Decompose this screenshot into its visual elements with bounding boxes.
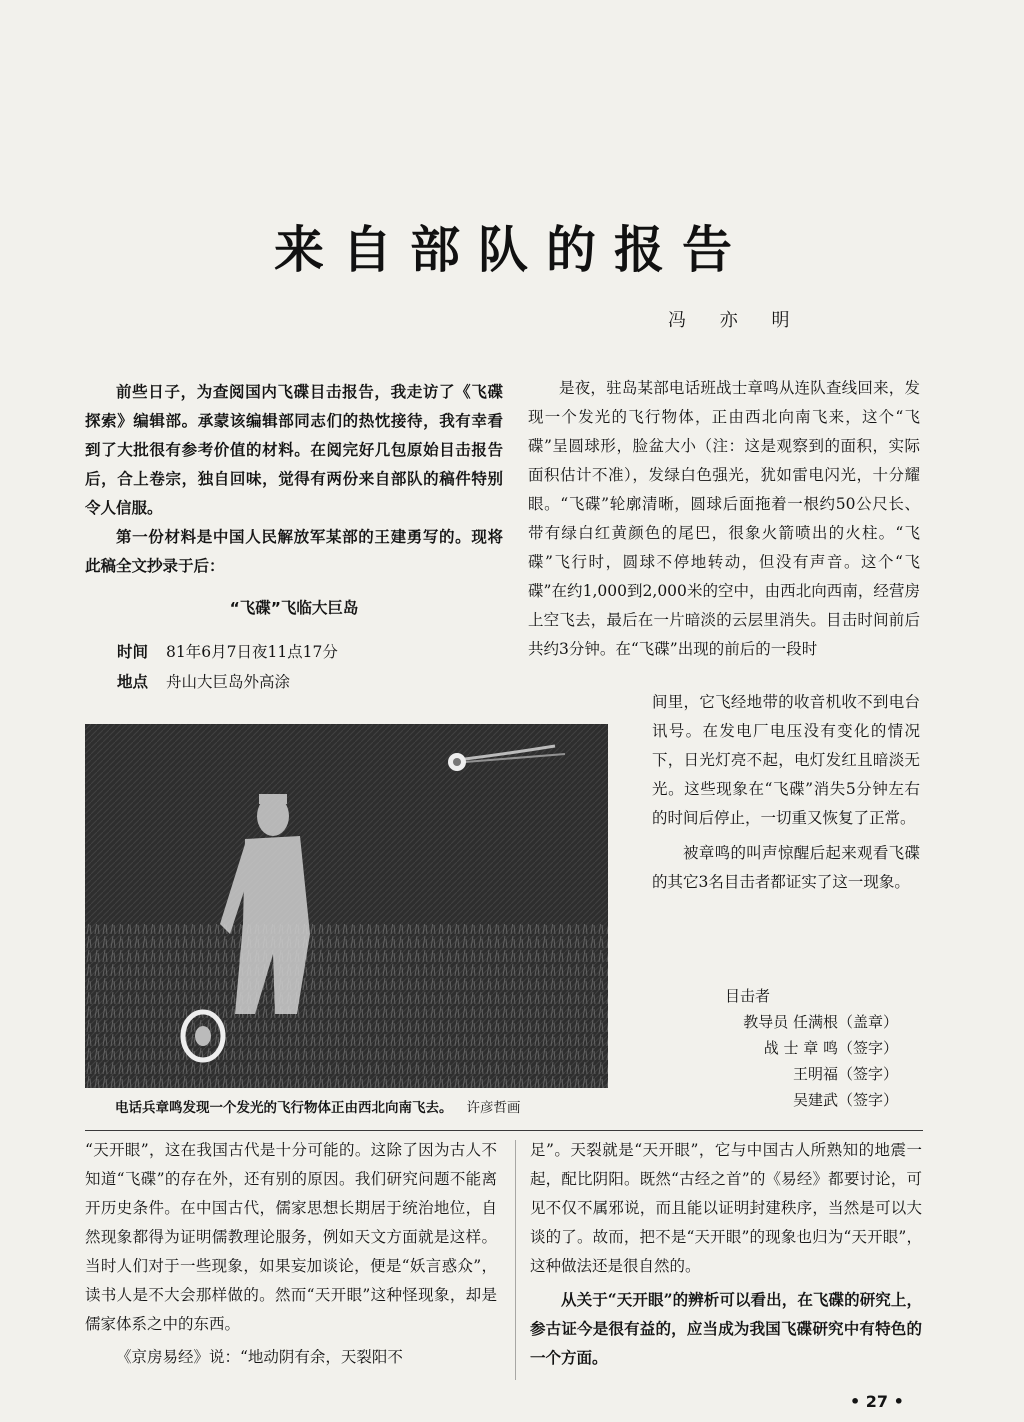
bottom-paragraph: 《京房易经》说：“地动阴有余，天裂阳不 — [116, 1348, 403, 1366]
place-label: 地点 — [117, 672, 149, 691]
article-title: 来自部队的报告 — [274, 221, 750, 279]
section-divider — [85, 1130, 923, 1131]
report-time — [117, 637, 503, 667]
figure-caption — [115, 1096, 521, 1116]
time-value: 81年6月7日夜11点17分 — [166, 643, 338, 661]
intro-paragraph: 第一份材料是中国人民解放军某部的王建勇写的。现将此稿全文抄录于后： — [85, 527, 503, 575]
bottom-paragraph: 足”。天裂就是“天开眼”，它与中国古人所熟知的地震一起，配比阴阳。既然“古经之首”的《易经》都要讨论，可见不仅不属邪说，而且能以证明封建秩序，当然是可以大谈的了。故而，把不是“天开眼”的现象也归为“天开眼”，这种做法还是很自然的。 — [530, 1141, 922, 1275]
intro-paragraph: 前些日子，为查阅国内飞碟目击报告，我走访了《飞碟探索》编辑部。承蒙该编辑部同志们的热忱接待，我有幸看到了大批很有参考价值的材料。在阅完好几包原始目击报告后，合上卷宗，独自回味，觉得有两份来自部队的稿件特别令人信服。 — [85, 382, 503, 517]
caption-credit: 许彦哲画 — [466, 1100, 521, 1116]
witness-line: 教导员 任满根（盖章） — [743, 1013, 898, 1031]
soldier-illustration — [85, 724, 608, 1088]
report-paragraph: 被章鸣的叫声惊醒后起来观看飞碟的其它3名目击者都证实了这一现象。 — [652, 844, 920, 891]
report-body-narrow — [652, 688, 920, 897]
bottom-paragraph: 从关于“天开眼”的辨析可以看出，在飞碟的研究上，参古证今是很有益的，应当成为我国飞碟研究中有特色的一个方面。 — [530, 1290, 922, 1367]
place-value: 舟山大巨岛外高涂 — [166, 673, 291, 691]
report-place — [117, 667, 503, 697]
bottom-right-column — [530, 1136, 922, 1372]
witness-line: 战 士 章 鸣（签字） — [763, 1039, 898, 1057]
bottom-paragraph: “天开眼”，这在我国古代是十分可能的。这除了因为古人不知道“飞碟”的存在外，还有别的原因。我们研究问题不能离开历史条件。在中国古代，儒家思想长期居于统治地位，自然现象都得为证明儒教理论服务，例如天文方面就是这样。当时人们对于一些现象，如果妄加谈论，便是“妖言惑众”，读书人是不大会那样做的。然而“天开眼”这种怪现象，却是儒家体系之中的东西。 — [85, 1141, 497, 1333]
witness-line: 吴建武（签字） — [792, 1091, 898, 1109]
author-name: 冯 亦 明 — [668, 310, 804, 331]
caption-text: 电话兵章鸣发现一个发光的飞行物体正由西北向南飞去。 — [115, 1100, 453, 1116]
witness-list — [688, 1009, 898, 1113]
column-divider — [515, 1140, 516, 1380]
page-number: • 27 • — [850, 1392, 904, 1411]
report-heading: “飞碟”飞临大巨岛 — [229, 599, 359, 617]
illustration-drawing — [85, 724, 608, 1088]
bottom-left-column — [85, 1136, 497, 1372]
intro-column — [85, 377, 503, 697]
report-body-wide: 是夜，驻岛某部电话班战士章鸣从连队查线回来，发现一个发光的飞行物体，正由西北向南飞来，这个“飞碟”呈圆球形，脸盆大小（注：这是观察到的面积，实际面积估计不准），发绿白色强光，犹如雷电闪光，十分耀眼。“飞碟”轮廓清晰，圆球后面拖着一根约50公尺长、带有绿白红黄颜色的尾巴，很象火箭喷出的火柱。“飞碟”飞行时，圆球不停地转动，但没有声音。这个“飞碟”在约1,000到2,000米的空中，由西北向西南，经营房上空飞去，最后在一片暗淡的云层里消失。目击时间前后共约3分钟。在“飞碟”出现的前后的一段时 — [528, 379, 920, 658]
witness-line: 王明福（签字） — [792, 1065, 898, 1083]
witness-heading: 目击者 — [725, 987, 771, 1005]
report-paragraph: 间里，它飞经地带的收音机收不到电台讯号。在发电厂电压没有变化的情况下，日光灯亮不起，电灯发红且暗淡无光。这些现象在“飞碟”消失5分钟左右的时间后停止，一切重又恢复了正常。 — [652, 693, 920, 827]
time-label: 时间 — [117, 642, 149, 661]
